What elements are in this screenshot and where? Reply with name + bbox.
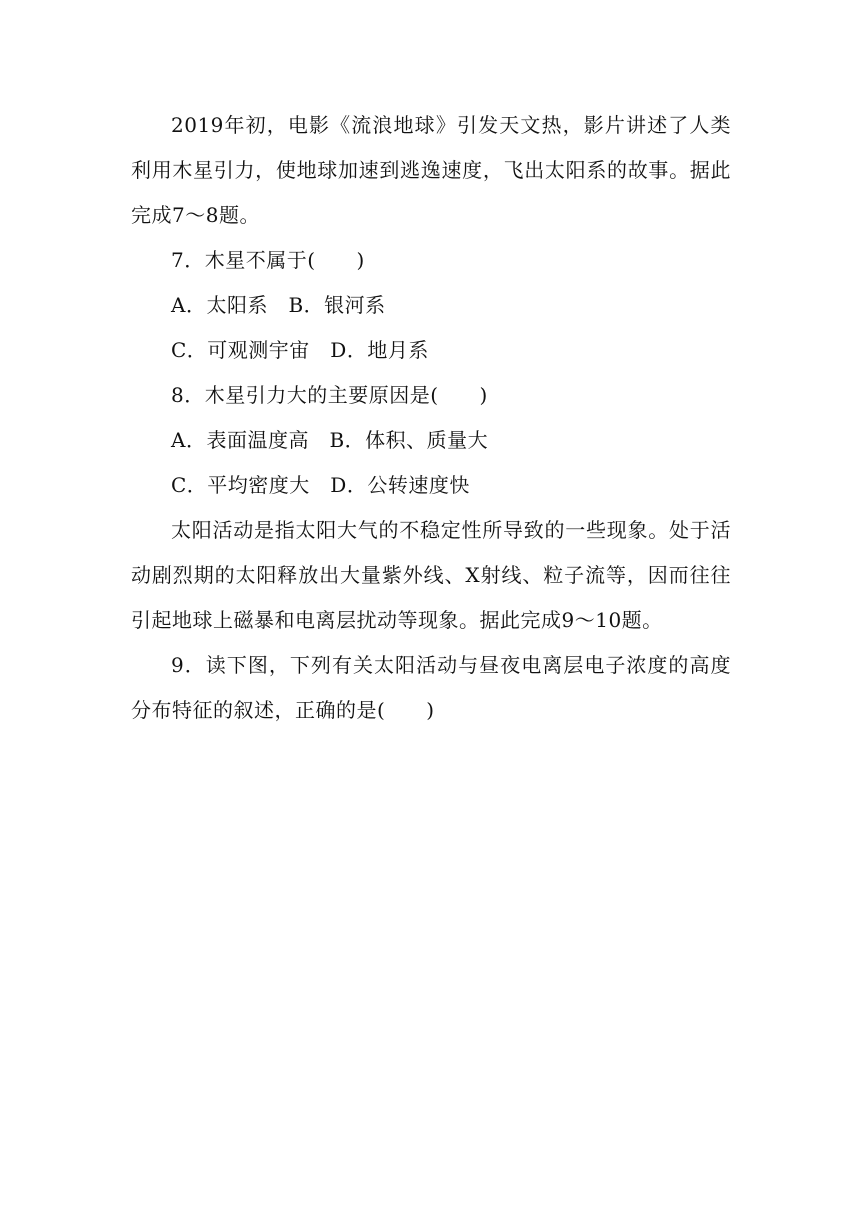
- question-8-options-cd: C．平均密度大 D．公转速度快: [171, 473, 470, 497]
- question-9-stem: 9．读下图，下列有关太阳活动与昼夜电离层电子浓度的高度分布特征的叙述，正确的是( ): [131, 653, 731, 722]
- question-7-options-cd: C．可观测宇宙 D．地月系: [171, 338, 429, 362]
- passage-wandering-earth: 2019年初，电影《流浪地球》引发天文热，影片讲述了人类利用木星引力，使地球加速到逃逸速度，飞出太阳系的故事。据此完成7～8题。: [131, 113, 731, 227]
- question-7-options-ab: A．太阳系 B．银河系: [171, 293, 386, 317]
- passage-solar-activity: 太阳活动是指太阳大气的不稳定性所导致的一些现象。处于活动剧烈期的太阳释放出大量紫外线、X射线、粒子流等，因而往往引起地球上磁暴和电离层扰动等现象。据此完成9～10题。: [131, 518, 731, 632]
- question-8-stem: 8．木星引力大的主要原因是( ): [171, 383, 488, 407]
- question-8-options-ab: A．表面温度高 B．体积、质量大: [171, 428, 489, 452]
- question-group-7-8: [131, 103, 731, 733]
- question-7-stem: 7．木星不属于( ): [171, 248, 365, 272]
